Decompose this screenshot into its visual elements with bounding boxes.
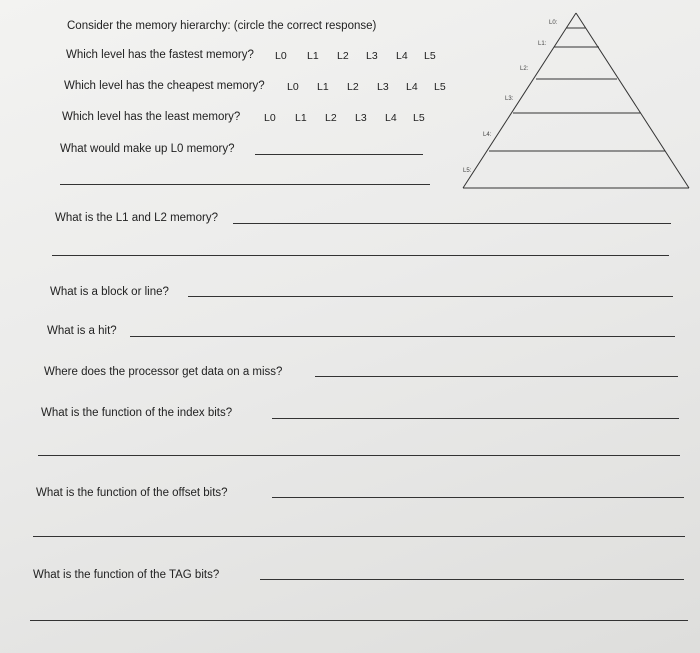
pyramid-label-l0: L0: — [549, 20, 558, 26]
fastest-option-l1[interactable]: L1 — [307, 50, 319, 62]
pyramid-label-l5: L5: — [463, 168, 472, 174]
cheapest-option-l1[interactable]: L1 — [317, 81, 329, 93]
least-option-l0[interactable]: L0 — [264, 112, 276, 124]
least-option-l2[interactable]: L2 — [325, 112, 337, 124]
cheapest-option-l2[interactable]: L2 — [347, 81, 359, 93]
question-block-line: What is a block or line? — [50, 286, 169, 298]
fastest-option-l0[interactable]: L0 — [275, 50, 287, 62]
cheapest-option-l0[interactable]: L0 — [287, 81, 299, 93]
question-miss: Where does the processor get data on a miss? — [44, 366, 283, 378]
pyramid-label-l3: L3: — [505, 96, 514, 102]
fastest-option-l5[interactable]: L5 — [424, 50, 436, 62]
pyramid-left-edge — [463, 13, 576, 188]
question-fastest: Which level has the fastest memory? — [66, 49, 254, 61]
pyramid-label-l1: L1: — [538, 41, 547, 47]
least-option-l4[interactable]: L4 — [385, 112, 397, 124]
question-l0-memory: What would make up L0 memory? — [60, 143, 235, 155]
least-option-l1[interactable]: L1 — [295, 112, 307, 124]
intro-text: Consider the memory hierarchy: (circle the correct response) — [67, 20, 377, 32]
pyramid-label-l4: L4: — [483, 132, 492, 138]
pyramid-right-edge — [576, 13, 689, 188]
question-cheapest: Which level has the cheapest memory? — [64, 80, 265, 92]
pyramid-label-l2: L2: — [520, 66, 529, 72]
question-hit: What is a hit? — [47, 325, 117, 337]
fastest-option-l2[interactable]: L2 — [337, 50, 349, 62]
cheapest-option-l4[interactable]: L4 — [406, 81, 418, 93]
question-index-bits: What is the function of the index bits? — [41, 407, 233, 419]
least-option-l3[interactable]: L3 — [355, 112, 367, 124]
cheapest-option-l3[interactable]: L3 — [377, 81, 389, 93]
least-option-l5[interactable]: L5 — [413, 112, 425, 124]
cheapest-option-l5[interactable]: L5 — [434, 81, 446, 93]
question-least: Which level has the least memory? — [62, 111, 241, 123]
question-l1-l2-memory: What is the L1 and L2 memory? — [55, 212, 218, 224]
question-offset-bits: What is the function of the offset bits? — [36, 487, 228, 499]
fastest-option-l3[interactable]: L3 — [366, 50, 378, 62]
fastest-option-l4[interactable]: L4 — [396, 50, 408, 62]
question-tag-bits: What is the function of the TAG bits? — [33, 569, 220, 581]
